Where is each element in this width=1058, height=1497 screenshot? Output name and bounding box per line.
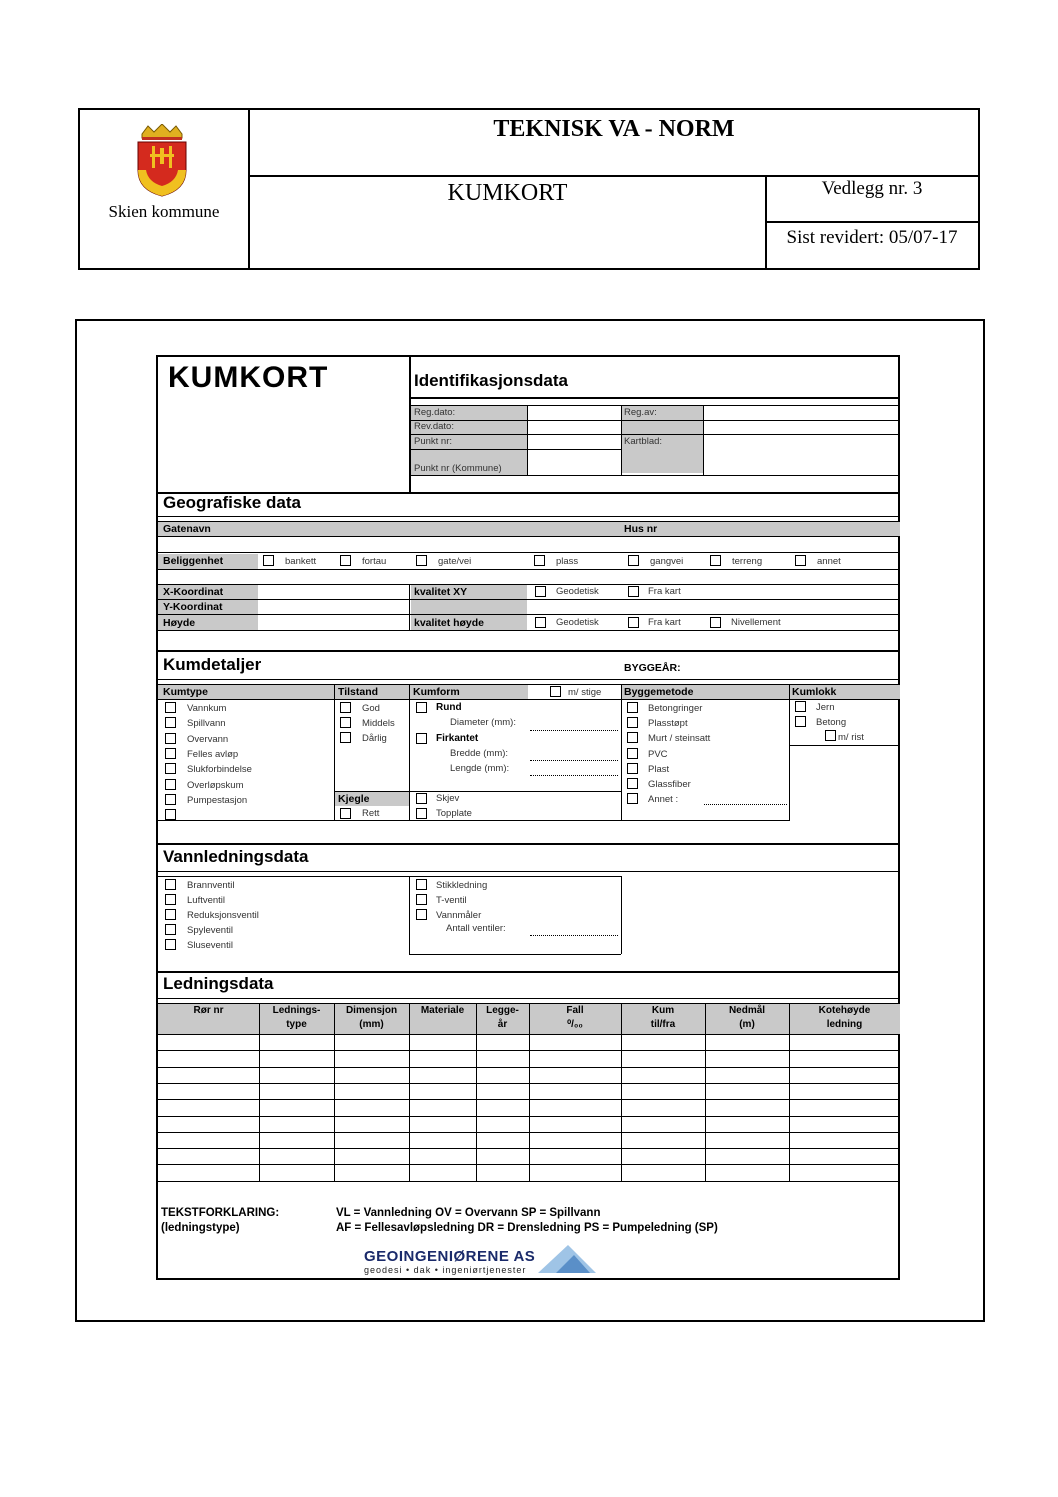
byggemetode-6-label: Annet : (648, 794, 679, 806)
byggemetode-1-checkbox[interactable] (627, 717, 638, 728)
kum-heading: Kumdetaljer (163, 655, 262, 674)
byggemetode-1-label: Plasstøpt (648, 718, 688, 730)
geodetisk-xy-label: Geodetisk (556, 586, 599, 597)
led-table-rowline (158, 1181, 900, 1182)
kumtype-0-checkbox[interactable] (165, 702, 176, 713)
geodetisk-h-label: Geodetisk (556, 617, 599, 628)
vann-right-0-checkbox[interactable] (416, 879, 427, 890)
vann-right-1-label: T-ventil (436, 895, 467, 906)
vann-left-0-checkbox[interactable] (165, 879, 176, 890)
mrist-checkbox[interactable] (825, 730, 836, 741)
vann-left-4-label: Sluseventil (187, 940, 233, 951)
vann-right-1-checkbox[interactable] (416, 894, 427, 905)
tilstand-heading: Tilstand (338, 686, 379, 698)
kumtype-0-label: Vannkum (187, 703, 227, 714)
geodetisk-xy-checkbox[interactable] (535, 586, 546, 597)
byggemetode-0-label: Betongringer (648, 703, 703, 714)
topplate-checkbox[interactable] (416, 808, 427, 819)
kumform-heading: Kumform (413, 686, 460, 698)
beliggenhet-6-checkbox[interactable] (795, 555, 806, 566)
kjegle-heading: Kjegle (338, 793, 370, 805)
kumlokk-heading: Kumlokk (792, 686, 837, 698)
vann-left-2-checkbox[interactable] (165, 909, 176, 920)
id-heading: Identifikasjonsdata (414, 371, 568, 390)
rund-label: Rund (436, 702, 462, 713)
rett-label: Rett (362, 808, 380, 819)
form-title: KUMKORT (168, 361, 329, 394)
byggear-label: BYGGEÅR: (624, 662, 681, 674)
led-col-7-header: Nedmål (m) (728, 1005, 766, 1030)
beliggenhet-5-checkbox[interactable] (710, 555, 721, 566)
gatenavn-label: Gatenavn (163, 523, 211, 535)
byggemetode-3-label: PVC (648, 748, 668, 760)
beliggenhet-0-checkbox[interactable] (263, 555, 274, 566)
antall-ventiler-label: Antall ventiler: (446, 923, 506, 934)
kumtype-4-checkbox[interactable] (165, 763, 176, 774)
geodetisk-h-checkbox[interactable] (535, 617, 546, 628)
vann-heading: Vannledningsdata (163, 847, 309, 866)
vann-left-4-checkbox[interactable] (165, 939, 176, 950)
vann-left-3-label: Spyleventil (187, 925, 233, 936)
vann-right-2-checkbox[interactable] (416, 909, 427, 920)
tilstand-0-checkbox[interactable] (340, 702, 351, 713)
logo-tagline: geodesi • dak • ingeniørtjenester (364, 1265, 527, 1275)
frakart-h-checkbox[interactable] (628, 617, 639, 628)
husnr-label: Hus nr (624, 523, 658, 535)
topplate-label: Topplate (436, 808, 472, 819)
skjev-label: Skjev (436, 793, 460, 804)
beliggenhet-0-label: bankett (285, 556, 317, 567)
reg-dato-label: Reg.dato: (414, 407, 456, 418)
byggemetode-2-label: Murt / steinsatt (648, 733, 711, 745)
firkantet-label: Firkantet (436, 733, 479, 744)
byggemetode-5-label: Glassfiber (648, 779, 691, 790)
tilstand-2-label: Dårlig (362, 733, 387, 744)
byggemetode-heading: Byggemetode (624, 686, 694, 698)
led-heading: Ledningsdata (163, 974, 274, 993)
rev-dato-label: Rev.dato: (414, 421, 454, 432)
x-koordinat-label: X-Koordinat (163, 586, 224, 598)
document-title: TEKNISK VA - NORM (493, 116, 735, 142)
beliggenhet-2-checkbox[interactable] (416, 555, 427, 566)
punkt-nr-kommune-label: Punkt nr (Kommune) (414, 463, 502, 474)
beliggenhet-4-label: gangvei (650, 556, 684, 567)
led-col-5-header: Fall ⁰/₀₀ (566, 1005, 584, 1030)
vann-right-2-label: Vannmåler (436, 910, 482, 921)
kumlokk-0-checkbox[interactable] (795, 701, 806, 712)
kvalitet-xy-label: kvalitet XY (414, 586, 468, 598)
nivellement-label: Nivellement (731, 617, 781, 628)
led-col-0-header: Rør nr (193, 1005, 224, 1016)
revision-date: Sist revidert: 05/07-17 (786, 227, 958, 248)
legend-label: TEKSTFORKLARING: (161, 1207, 280, 1219)
document-subtitle: KUMKORT (447, 180, 568, 206)
frakart-xy-checkbox[interactable] (628, 586, 639, 597)
vann-left-0-label: Brannventil (187, 880, 235, 891)
mstige-label: m/ stige (568, 687, 602, 698)
vann-left-3-checkbox[interactable] (165, 924, 176, 935)
kumkort-form (156, 355, 900, 1280)
tilstand-1-checkbox[interactable] (340, 717, 351, 728)
lengde-label: Lengde (mm): (450, 763, 510, 774)
byggemetode-4-checkbox[interactable] (627, 763, 638, 774)
led-col-2-header: Dimensjon (mm) (345, 1005, 398, 1030)
coat-of-arms-icon (132, 124, 192, 198)
led-col-8-header: Kotehøyde ledning (818, 1005, 871, 1030)
beliggenhet-label: Beliggenhet (163, 555, 224, 567)
tilstand-2-checkbox[interactable] (340, 732, 351, 743)
frakart-h-label: Fra kart (648, 617, 681, 628)
led-table-colline (409, 1003, 410, 1181)
kumlokk-1-checkbox[interactable] (795, 716, 806, 727)
beliggenhet-3-checkbox[interactable] (534, 555, 545, 566)
kvalitet-hoyde-label: kvalitet høyde (414, 617, 485, 629)
led-col-6-header: Kum til/fra (650, 1005, 676, 1030)
kumtype-5-checkbox[interactable] (165, 779, 176, 790)
rund-checkbox[interactable] (416, 702, 427, 713)
beliggenhet-1-checkbox[interactable] (340, 555, 351, 566)
frakart-xy-label: Fra kart (648, 586, 681, 597)
kumtype-extra-checkbox[interactable] (165, 809, 176, 820)
vann-left-2-label: Reduksjonsventil (187, 910, 259, 921)
beliggenhet-4-checkbox[interactable] (628, 555, 639, 566)
byggemetode-5-checkbox[interactable] (627, 778, 638, 789)
mstige-checkbox[interactable] (550, 686, 561, 697)
beliggenhet-3-label: plass (556, 556, 579, 567)
byggemetode-0-checkbox[interactable] (627, 702, 638, 713)
tilstand-1-label: Middels (362, 718, 395, 729)
hoyde-label: Høyde (163, 617, 196, 629)
beliggenhet-5-label: terreng (732, 556, 763, 567)
kumlokk-0-label: Jern (816, 702, 835, 713)
tilstand-0-label: God (362, 703, 380, 714)
kumtype-4-label: Slukforbindelse (187, 764, 252, 776)
attachment-number: Vedlegg nr. 3 (821, 178, 923, 199)
kumtype-1-label: Spillvann (187, 718, 226, 730)
logo-name: GEOINGENIØRENE AS (364, 1248, 536, 1265)
kartblad-label: Kartblad: (624, 436, 663, 447)
kumtype-5-label: Overløpskum (187, 779, 244, 791)
beliggenhet-2-label: gate/vei (438, 556, 472, 567)
vann-left-1-label: Luftventil (187, 895, 226, 906)
rett-checkbox[interactable] (340, 808, 351, 819)
kumtype-2-checkbox[interactable] (165, 733, 176, 744)
header-table (78, 108, 980, 270)
diameter-label: Diameter (mm): (450, 717, 516, 728)
firkantet-checkbox[interactable] (416, 733, 427, 744)
beliggenhet-6-label: annet (817, 556, 841, 567)
geo-heading: Geografiske data (163, 493, 301, 512)
nivellement-checkbox[interactable] (710, 617, 721, 628)
byggemetode-2-checkbox[interactable] (627, 732, 638, 743)
led-col-1-header: Lednings- type (272, 1005, 321, 1030)
led-col-3-header: Materiale (420, 1005, 465, 1016)
kumtype-6-label: Pumpestasjon (187, 794, 248, 806)
bredde-label: Bredde (mm): (450, 748, 509, 759)
byggemetode-4-label: Plast (648, 763, 670, 775)
municipality-name: Skien kommune (108, 202, 220, 221)
skjev-checkbox[interactable] (416, 793, 427, 804)
byggemetode-3-checkbox[interactable] (627, 748, 638, 759)
mrist-label: m/ rist (838, 732, 864, 743)
kumtype-3-checkbox[interactable] (165, 748, 176, 759)
legend-sublabel: (ledningstype) (161, 1222, 240, 1234)
legend-line2: AF = Fellesavløpsledning DR = Drensledning PS = Pumpeledning (SP) (336, 1222, 718, 1234)
kumtype-3-label: Felles avløp (187, 748, 239, 760)
kumlokk-1-label: Betong (816, 717, 847, 728)
reg-av-label: Reg.av: (624, 407, 657, 418)
geoingeniorene-logo-icon (534, 1243, 598, 1275)
vann-left-1-checkbox[interactable] (165, 894, 176, 905)
punkt-nr-label: Punkt nr: (414, 436, 453, 447)
led-col-4-header: Legge- år (486, 1005, 519, 1030)
byggemetode-6-checkbox[interactable] (627, 793, 638, 804)
vann-right-0-label: Stikkledning (436, 880, 488, 891)
kumtype-1-checkbox[interactable] (165, 717, 176, 728)
beliggenhet-1-label: fortau (362, 556, 387, 567)
kumtype-6-checkbox[interactable] (165, 794, 176, 805)
y-koordinat-label: Y-Koordinat (163, 601, 223, 613)
kumtype-heading: Kumtype (163, 686, 208, 698)
kumtype-2-label: Overvann (187, 733, 229, 745)
legend-line1: VL = Vannledning OV = Overvann SP = Spillvann (336, 1207, 601, 1219)
